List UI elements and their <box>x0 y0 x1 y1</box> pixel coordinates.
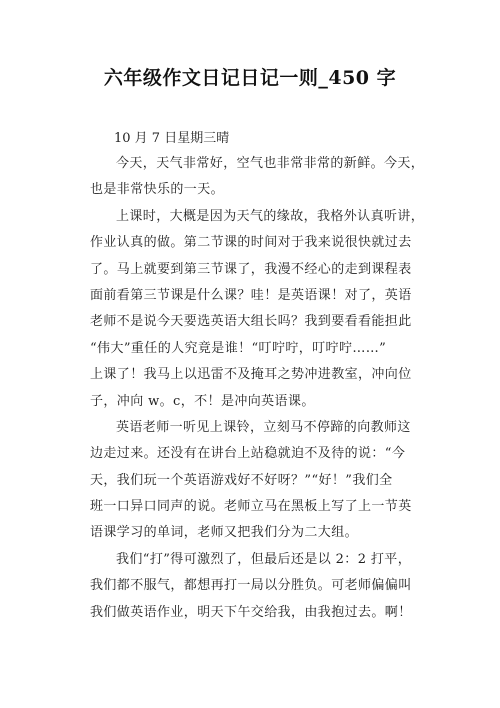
text-line: 上课了！我马上以迅雷不及掩耳之势冲进教室，冲向位 <box>90 367 412 383</box>
text-line: 了。马上就要到第三节课了，我漫不经心的走到课程表 <box>90 261 412 277</box>
text-line: 我们“打”得可激烈了，但最后还是以 2：2 打平， <box>116 551 412 567</box>
text-line: “伟大”重任的人究竟是谁！“叮咛咛，叮咛咛……” <box>90 340 387 356</box>
text-line: 今天，天气非常好，空气也非常非常的新鲜。今天， <box>116 156 425 171</box>
text-line: 上课时，大概是因为天气的缘故，我格外认真听讲， <box>116 208 425 224</box>
text-line: 我们做英语作业，明天下午交给我，由我抱过去。啊！ <box>90 604 412 620</box>
text-line: 也是非常快乐的一天。 <box>90 182 225 198</box>
document-title: 六年级作文日记日记一则_450 字 <box>103 67 397 89</box>
text-line: 老师不是说今天要选英语大组长吗？我到要看看能担此 <box>90 314 412 330</box>
text-line: 英语老师一听见上课铃，立刻马不停蹄的向教师这 <box>116 419 411 435</box>
text-line: 作业认真的做。第二节课的时间对于我来说很快就过去 <box>90 235 412 251</box>
text-line: 子，冲向 w。c，不！是冲向英语课。 <box>90 393 315 409</box>
paragraph-1 <box>90 151 424 204</box>
paragraph-2 <box>90 204 424 415</box>
text-line: 班一口异口同声的说。老师立马在黑板上写了上一节英 <box>90 499 412 515</box>
document-body <box>90 151 424 626</box>
text-line: 面前看第三节课是什么课？哇！是英语课！对了，英语 <box>90 287 412 303</box>
text-line: 边走过来。还没有在讲台上站稳就迫不及待的说：“今 <box>90 446 406 462</box>
paragraph-4 <box>90 547 424 626</box>
text-line: 我们都不服气，都想再打一局以分胜负。可老师偏偏叫 <box>90 578 412 594</box>
text-line: 天，我们玩一个英语游戏好不好呀？”“好！”我们全 <box>90 472 393 488</box>
text-line: 语课学习的单词，老师又把我们分为二大组。 <box>90 525 359 541</box>
paragraph-3 <box>90 415 424 547</box>
date-line: 10 月 7 日星期三晴 <box>114 131 230 146</box>
